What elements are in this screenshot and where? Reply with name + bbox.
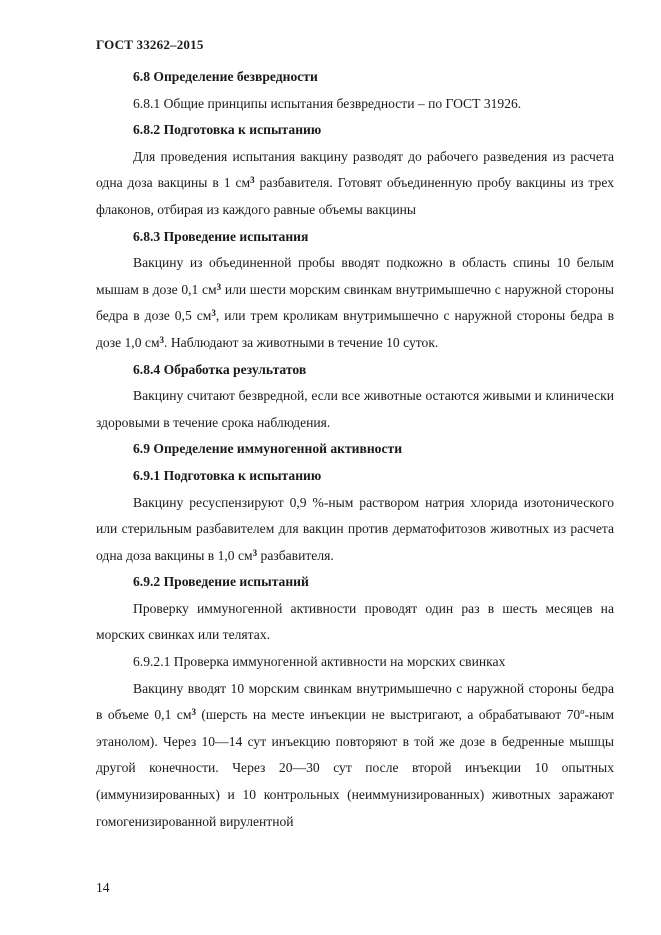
body-paragraph: Для проведения испытания вакцину разводят до рабочего разведения из расчета одна доза вакцины в 1 $см^3$ разбавителя. Готовят объединенную пробу вакцины из трех флаконов, отбирая из каждого равные объемы вакцины [96, 148, 614, 217]
body-paragraph: Проверку иммуногенной активности проводят один раз в шесть месяцев на морских свинках или телятах. [96, 600, 614, 643]
document-body [96, 64, 614, 835]
section-heading: 6.8.2 Подготовка к испытанию [133, 122, 322, 138]
section-heading: 6.8.4 Обработка результатов [133, 361, 307, 377]
section-heading: 6.8.3 Проведение испытания [133, 228, 309, 244]
body-paragraph: Вакцину считают безвредной, если все животные остаются живыми и клинически здоровыми в течение срока наблюдения. [96, 388, 614, 430]
page-number: 14 [96, 880, 110, 895]
section-heading: 6.9 Определение иммуногенной активности [133, 441, 403, 457]
body-paragraph: Вакцину вводят 10 морским свинкам внутримышечно с наружной стороны бедра в объеме 0,1 $см^3$ (шерсть на месте инъекции не выстригают, а обрабатывают 70º-ным этанолом). Через 10—14 сут инъекцию повторяют в той же дозе в бедренные мышцы другой конечности. Через 20—30 сут после второй инъекции 10 опытных (иммунизированных) и 10 контрольных (неиммунизированных) животных заражают гомогенизированной вирулентной [96, 680, 614, 829]
section-heading: 6.9.2 Проведение испытаний [133, 574, 309, 590]
body-paragraph: 6.8.1 Общие принципы испытания безвредности – по ГОСТ 31926. [133, 95, 522, 111]
body-paragraph: Вакцину ресуспензируют 0,9 %-ным раствором натрия хлорида изотонического или стерильным разбавителем для вакцин против дерматофитозов животных из расчета одна доза вакцины в 1,0 $см^3$ разбавителя. [96, 494, 614, 563]
body-paragraph: 6.9.2.1 Проверка иммуногенной активности на морских свинках [133, 654, 506, 670]
section-heading: 6.8 Определение безвредности [133, 69, 318, 84]
section-heading: 6.9.1 Подготовка к испытанию [133, 467, 322, 483]
document-header: ГОСТ 33262–2015 [96, 37, 204, 52]
body-paragraph: Вакцину из объединенной пробы вводят подкожно в область спины 10 белым мышам в дозе 0,1 $см^3$ или шести морским свинкам внутримышечно с наружной стороны бедра в дозе 0,5 $см^3$, или трем кроликам внутримышечно с наружной стороны бедра в дозе 1,0 $см^3$. Наблюдают за животными в течение 10 суток. [96, 255, 614, 350]
